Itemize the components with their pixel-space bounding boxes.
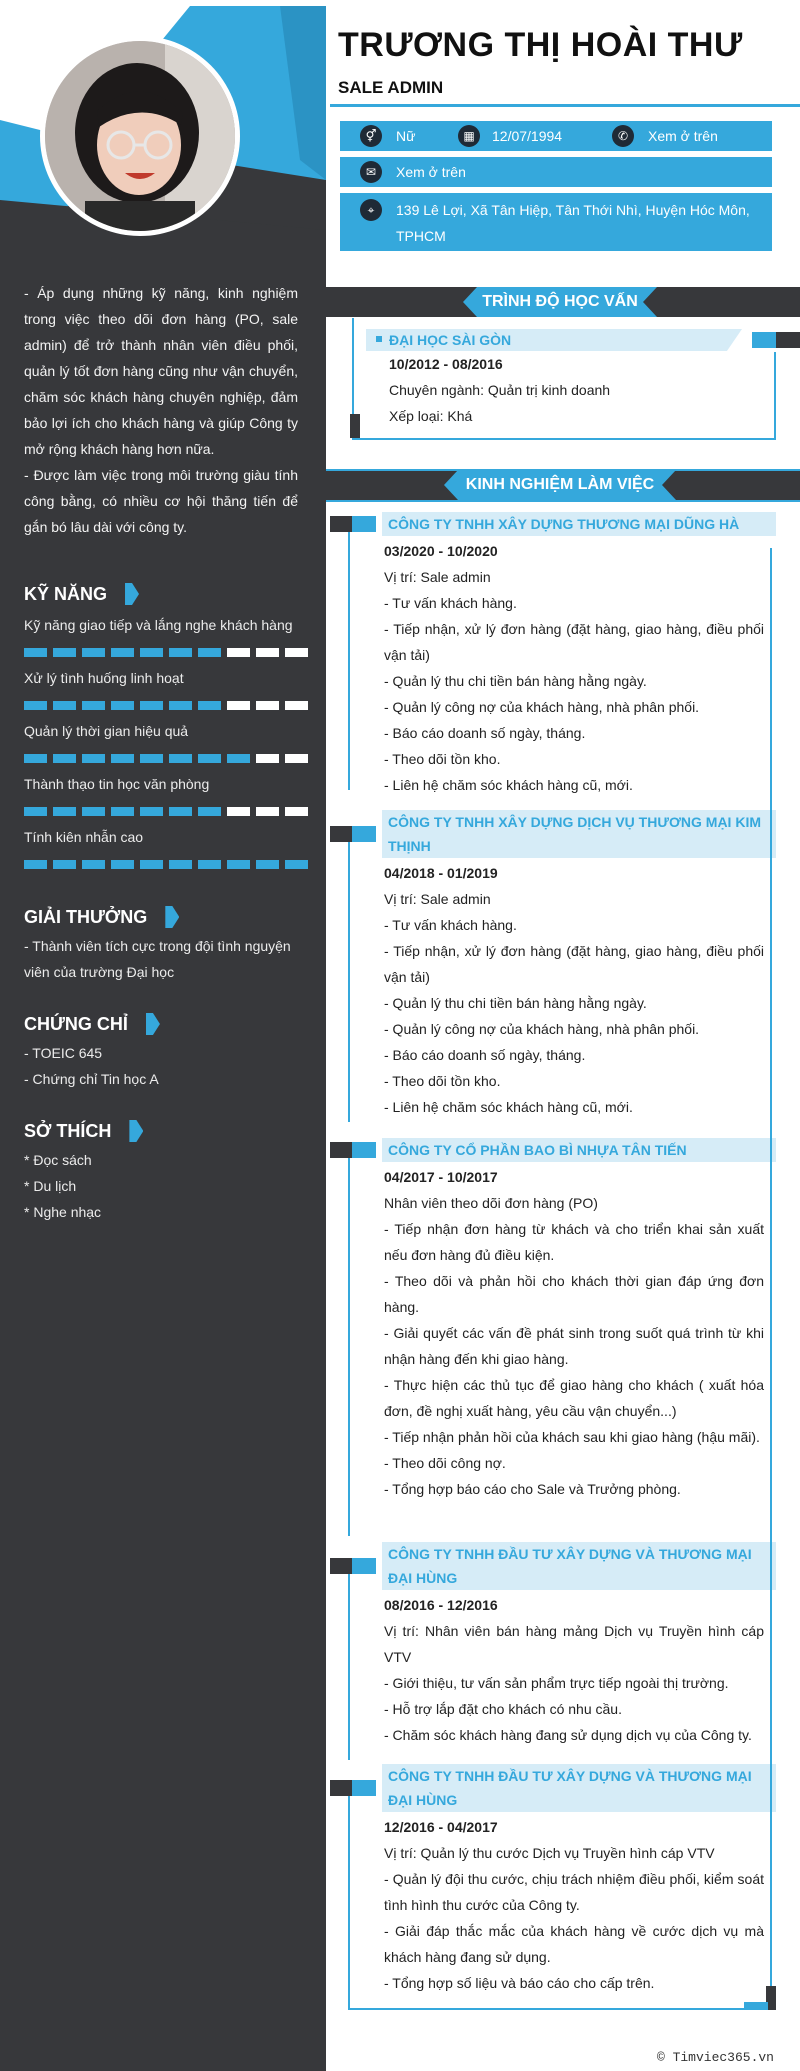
skill-name: Kỹ năng giao tiếp và lắng nghe khách hàng xyxy=(24,617,293,633)
education-title: TRÌNH ĐỘ HỌC VẤN xyxy=(482,293,638,310)
skill-level-segment xyxy=(24,701,47,710)
experience-line: - Tiếp nhận đơn hàng từ khách và cho triển khai sản xuất nếu đơn hàng đủ điều kiện. xyxy=(384,1221,764,1263)
experience-line: - Quản lý thu chi tiền bán hàng hằng ngày. xyxy=(384,995,647,1011)
skill-level-segment xyxy=(111,860,134,869)
experience-line: - Theo dõi công nợ. xyxy=(384,1455,506,1471)
skill-item xyxy=(24,667,310,710)
skill-level-segment xyxy=(111,807,134,816)
avatar xyxy=(45,41,235,231)
experience-line: - Báo cáo doanh số ngày, tháng. xyxy=(384,1047,586,1063)
location-pin-icon: ⌖ xyxy=(360,199,382,221)
skill-level-segment xyxy=(24,860,47,869)
experience-dates: 03/2020 - 10/2020 xyxy=(384,543,498,559)
skill-level-segment xyxy=(227,701,250,710)
experience-line: - Tổng hợp báo cáo cho Sale và Trưởng phòng. xyxy=(384,1481,681,1497)
skill-level-segment xyxy=(82,648,105,657)
experience-title: KINH NGHIỆM LÀM VIỆC xyxy=(465,476,655,493)
awards-title: GIẢI THƯỞNG xyxy=(24,905,310,929)
skill-level-segment xyxy=(198,754,221,763)
experience-line: - Chăm sóc khách hàng đang sử dụng dịch vụ của Công ty. xyxy=(384,1727,752,1743)
experience-line: Vị trí: Quản lý thu cước Dịch vụ Truyền hình cáp VTV xyxy=(384,1845,715,1861)
skills-list xyxy=(24,614,310,869)
hobbies-section xyxy=(24,1119,310,1225)
education-details xyxy=(389,351,610,429)
experience-line: - Theo dõi và phản hồi cho khách thời gian đáp ứng đơn hàng. xyxy=(384,1273,764,1315)
certificate-item: - TOEIC 645 xyxy=(24,1045,103,1061)
education-rank: Xếp loại: Khá xyxy=(389,408,473,424)
experience-line: - Giải quyết các vấn đề phát sinh trong suốt quá trình từ khi nhận hàng đến khi giao hàng. xyxy=(384,1325,764,1367)
skill-level-segment xyxy=(169,860,192,869)
experience-line: - Theo dõi tồn kho. xyxy=(384,751,501,767)
skill-level-segment xyxy=(53,807,76,816)
skill-level-segment xyxy=(285,860,308,869)
skill-level-segment xyxy=(285,754,308,763)
email-icon: ✉ xyxy=(360,161,382,183)
skill-level-segment xyxy=(82,860,105,869)
phone-icon: ✆ xyxy=(612,125,634,147)
skill-level-segment xyxy=(111,701,134,710)
experience-line: - Giải đáp thắc mắc của khách hàng về cước dịch vụ mà khách hàng đang sử dụng. xyxy=(384,1923,764,1965)
experience-line: - Tư vấn khách hàng. xyxy=(384,595,517,611)
skill-level-bar xyxy=(24,648,310,657)
company-name: CÔNG TY CỔ PHẦN BAO BÌ NHỰA TÂN TIẾN xyxy=(382,1138,776,1162)
experience-line: - Liên hệ chăm sóc khách hàng cũ, mới. xyxy=(384,777,633,793)
skill-level-segment xyxy=(53,860,76,869)
skill-level-segment xyxy=(140,701,163,710)
hobbies-title: SỞ THÍCH xyxy=(24,1119,310,1143)
calendar-icon: ▦ xyxy=(458,125,480,147)
skill-level-segment xyxy=(53,701,76,710)
experience-line: - Thực hiện các thủ tục để giao hàng cho khách ( xuất hóa đơn, đề nghị xuất hàng, yêu cầu vận chuyển...) xyxy=(384,1377,764,1419)
sidebar xyxy=(0,0,326,2071)
experience-details xyxy=(384,538,764,798)
skill-level-segment xyxy=(256,807,279,816)
avatar-frame xyxy=(40,36,240,236)
experience-details xyxy=(384,860,764,1120)
experience-line: - Tiếp nhận, xử lý đơn hàng (đặt hàng, giao hàng, điều phối vận tải) xyxy=(384,943,764,985)
experience-line: - Quản lý thu chi tiền bán hàng hằng ngày. xyxy=(384,673,647,689)
experience-line: Vị trí: Nhân viên bán hàng mảng Dịch vụ Truyền hình cáp VTV xyxy=(384,1623,764,1665)
skill-level-segment xyxy=(169,754,192,763)
skill-level-segment xyxy=(227,754,250,763)
info-row-email xyxy=(340,157,772,187)
skill-level-bar xyxy=(24,807,310,816)
skill-level-segment xyxy=(227,860,250,869)
skill-level-segment xyxy=(140,860,163,869)
hobby-item: * Du lịch xyxy=(24,1178,77,1194)
skill-level-segment xyxy=(227,648,250,657)
company-name: CÔNG TY TNHH ĐẦU TƯ XÂY DỰNG VÀ THƯƠNG MẠI ĐẠI HÙNG xyxy=(382,1542,776,1590)
email-value: Xem ở trên xyxy=(396,164,466,180)
experience-line: - Hỗ trợ lắp đặt cho khách có nhu cầu. xyxy=(384,1701,622,1717)
experience-dates: 04/2017 - 10/2017 xyxy=(384,1169,498,1185)
skill-item xyxy=(24,720,310,763)
education-major: Chuyên ngành: Quản trị kinh doanh xyxy=(389,382,611,398)
footer-watermark: © Timviec365.vn xyxy=(656,2050,774,2065)
experience-dates: 08/2016 - 12/2016 xyxy=(384,1597,498,1613)
education-section-header xyxy=(326,287,800,317)
info-row-personal xyxy=(340,121,772,151)
skill-item xyxy=(24,614,310,657)
skill-item xyxy=(24,826,310,869)
experience-line: Vị trí: Sale admin xyxy=(384,569,491,585)
experience-details xyxy=(384,1592,764,1748)
skill-level-segment xyxy=(198,807,221,816)
skills-section xyxy=(24,582,310,879)
skill-level-bar xyxy=(24,754,310,763)
skill-level-segment xyxy=(198,860,221,869)
certificates-section xyxy=(24,1012,310,1092)
skill-level-segment xyxy=(82,754,105,763)
skill-level-segment xyxy=(285,701,308,710)
experience-details xyxy=(384,1814,764,1996)
hobby-item: * Nghe nhạc xyxy=(24,1204,102,1220)
arrow-right-icon xyxy=(125,583,139,605)
skill-name: Xử lý tình huống linh hoạt xyxy=(24,670,184,686)
skill-level-segment xyxy=(198,701,221,710)
school-name: ĐẠI HỌC SÀI GÒN xyxy=(389,332,512,348)
address-line-2: TPHCM xyxy=(396,228,446,244)
skill-level-segment xyxy=(256,701,279,710)
experience-dates: 04/2018 - 01/2019 xyxy=(384,865,498,881)
experience-line: Vị trí: Sale admin xyxy=(384,891,491,907)
experience-line: - Theo dõi tồn kho. xyxy=(384,1073,501,1089)
company-name: CÔNG TY TNHH XÂY DỰNG THƯƠNG MẠI DŨNG HÀ xyxy=(382,512,776,536)
job-title: SALE ADMIN xyxy=(338,78,444,97)
experience-details xyxy=(384,1164,764,1502)
experience-line: - Quản lý công nợ của khách hàng, nhà phân phối. xyxy=(384,1021,700,1037)
skill-name: Thành thạo tin học văn phòng xyxy=(24,776,210,792)
skill-level-segment xyxy=(169,807,192,816)
certificate-item: - Chứng chỉ Tin học A xyxy=(24,1071,159,1087)
experience-line: - Quản lý đội thu cước, chịu trách nhiệm điều phối, kiểm soát tình hình thu cước của Công ty. xyxy=(384,1871,764,1913)
skill-level-bar xyxy=(24,860,310,869)
avatar-photo xyxy=(45,41,235,231)
candidate-name: TRƯƠNG THỊ HOÀI THƯ xyxy=(338,26,743,64)
skill-level-segment xyxy=(24,754,47,763)
arrow-right-icon xyxy=(146,1013,160,1035)
objective-paragraph-1: - Áp dụng những kỹ năng, kinh nghiệm trong việc theo dõi đơn hàng (PO, sale admin) để trở thành nhân viên điều phối, quản lý tốt đơn hàng cũng như vận chuyển, chăm sóc khách hàng chuyên nghiệp, đảm bảo lợi ích cho khách hàng và giúp Công ty mở rộng khách hàng hơn nữa. xyxy=(24,285,298,457)
experience-line: - Tư vấn khách hàng. xyxy=(384,917,517,933)
experience-line: - Tổng hợp số liệu và báo cáo cho cấp trên. xyxy=(384,1975,655,1991)
address-line-1: 139 Lê Lợi, Xã Tân Hiệp, Tân Thới Nhì, Huyện Hóc Môn, xyxy=(396,202,750,218)
birthday-value: 12/07/1994 xyxy=(492,128,563,144)
skill-name: Quản lý thời gian hiệu quả xyxy=(24,723,189,739)
skill-item xyxy=(24,773,310,816)
skill-level-segment xyxy=(285,807,308,816)
skill-level-segment xyxy=(24,807,47,816)
skill-level-segment xyxy=(198,648,221,657)
education-dates: 10/2012 - 08/2016 xyxy=(389,356,503,372)
experience-line: - Liên hệ chăm sóc khách hàng cũ, mới. xyxy=(384,1099,633,1115)
bullet-icon xyxy=(376,336,382,342)
skill-level-segment xyxy=(256,648,279,657)
awards-section xyxy=(24,905,310,985)
skill-level-segment xyxy=(169,701,192,710)
skill-level-segment xyxy=(256,754,279,763)
skill-level-segment xyxy=(227,807,250,816)
header-divider xyxy=(330,104,800,107)
experience-dates: 12/2016 - 04/2017 xyxy=(384,1819,498,1835)
skill-level-segment xyxy=(53,754,76,763)
skill-level-segment xyxy=(140,754,163,763)
experience-line: - Tiếp nhận, xử lý đơn hàng (đặt hàng, giao hàng, điều phối vận tải) xyxy=(384,621,764,663)
skill-level-segment xyxy=(140,807,163,816)
phone-value: Xem ở trên xyxy=(648,128,718,144)
skill-level-segment xyxy=(256,860,279,869)
skill-level-segment xyxy=(285,648,308,657)
experience-section-header xyxy=(326,470,800,500)
skill-level-bar xyxy=(24,701,310,710)
gender-icon: ⚥ xyxy=(360,125,382,147)
career-objective xyxy=(24,280,298,540)
skill-level-segment xyxy=(111,648,134,657)
gender-value: Nữ xyxy=(396,128,416,144)
skill-level-segment xyxy=(140,648,163,657)
certificates-title: CHỨNG CHỈ xyxy=(24,1012,310,1036)
awards-text: - Thành viên tích cực trong đội tình nguyện viên của trường Đại học xyxy=(24,938,291,980)
hobby-item: * Đọc sách xyxy=(24,1152,92,1168)
skill-level-segment xyxy=(82,701,105,710)
objective-paragraph-2: - Được làm việc trong môi trường giàu tính công bằng, có nhiều cơ hội thăng tiến để gắn bó lâu dài với công ty. xyxy=(24,467,298,535)
company-name: CÔNG TY TNHH ĐẦU TƯ XÂY DỰNG VÀ THƯƠNG MẠI ĐẠI HÙNG xyxy=(382,1764,776,1812)
experience-line: - Báo cáo doanh số ngày, tháng. xyxy=(384,725,586,741)
skill-name: Tính kiên nhẫn cao xyxy=(24,829,144,845)
skill-level-segment xyxy=(53,648,76,657)
experience-line: - Tiếp nhận phản hồi của khách sau khi giao hàng (hậu mãi). xyxy=(384,1429,760,1445)
experience-line: Nhân viên theo dõi đơn hàng (PO) xyxy=(384,1195,598,1211)
info-row-address xyxy=(340,193,772,251)
skill-level-segment xyxy=(82,807,105,816)
experience-line: - Quản lý công nợ của khách hàng, nhà phân phối. xyxy=(384,699,700,715)
skills-title: KỸ NĂNG xyxy=(24,582,310,606)
skill-level-segment xyxy=(169,648,192,657)
arrow-right-icon xyxy=(129,1120,143,1142)
address-value xyxy=(396,197,750,249)
arrow-right-icon xyxy=(165,906,179,928)
company-name: CÔNG TY TNHH XÂY DỰNG DỊCH VỤ THƯƠNG MẠI KIM THỊNH xyxy=(382,810,776,858)
skill-level-segment xyxy=(24,648,47,657)
experience-line: - Giới thiệu, tư vấn sản phẩm trực tiếp ngoài thị trường. xyxy=(384,1675,729,1691)
skill-level-segment xyxy=(111,754,134,763)
